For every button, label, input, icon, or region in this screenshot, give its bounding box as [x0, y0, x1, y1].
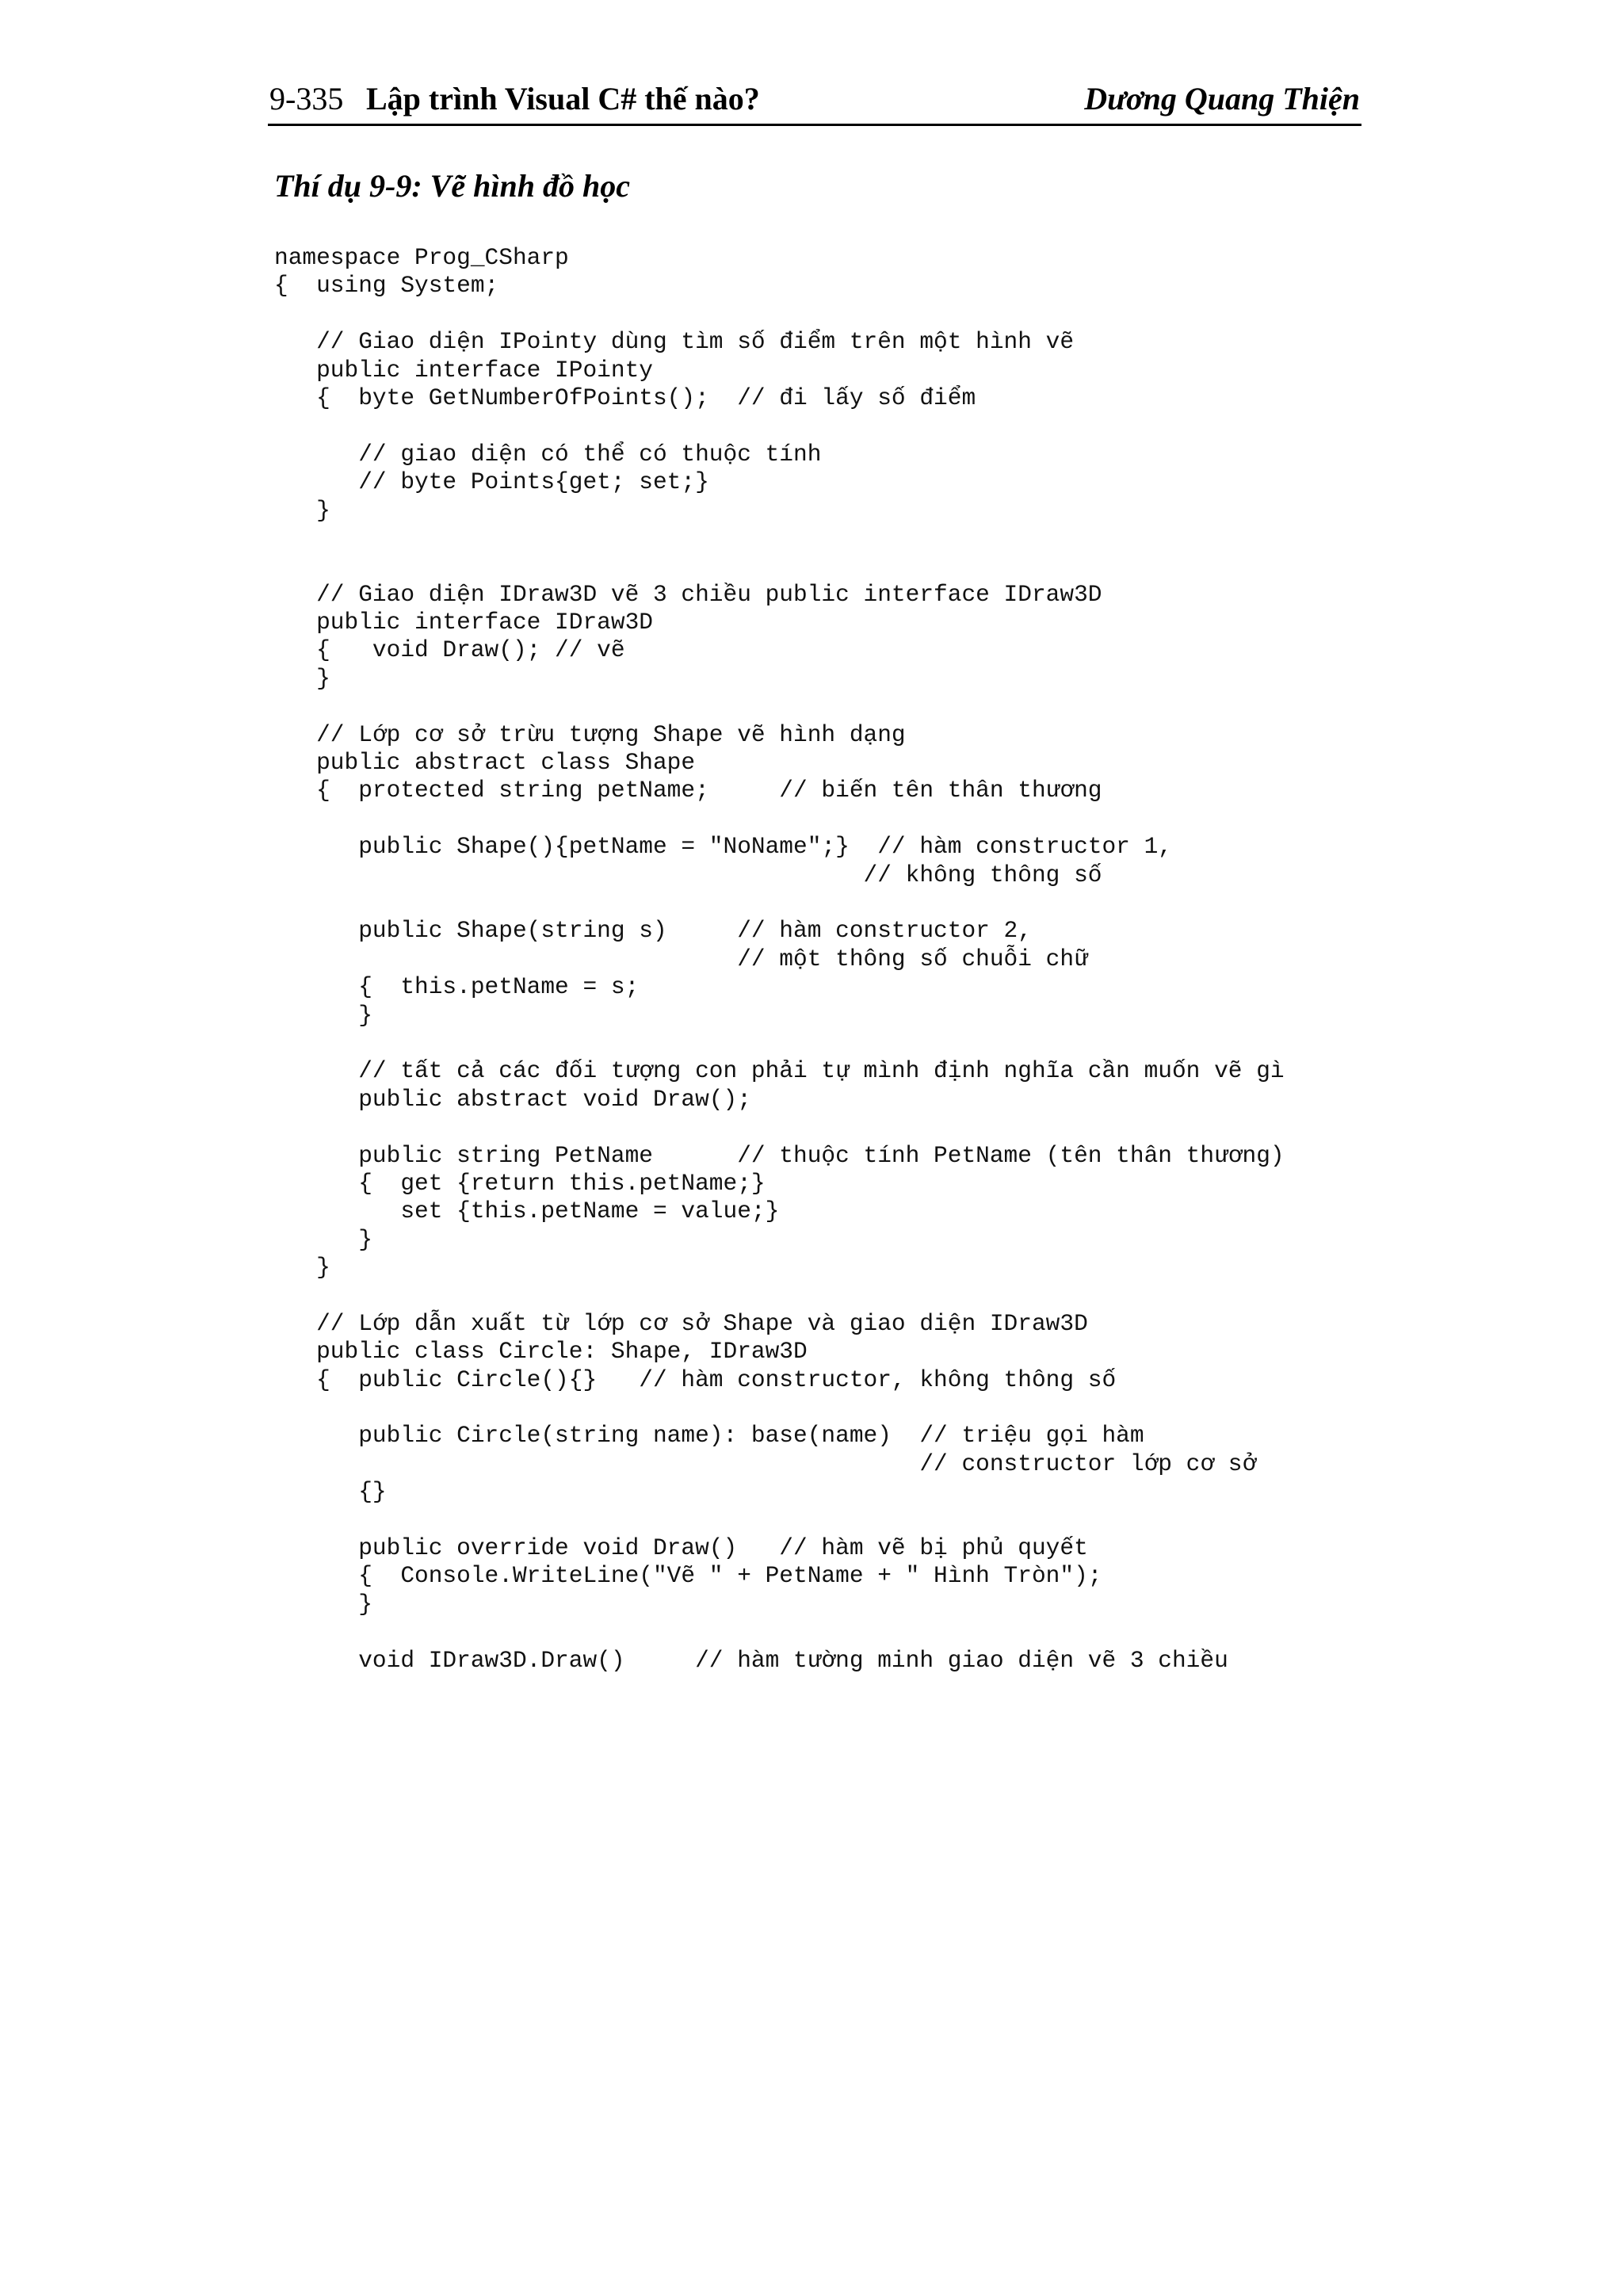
code-line [274, 525, 1368, 552]
code-line: public class Circle: Shape, IDraw3D [274, 1338, 808, 1366]
code-line: public interface IDraw3D [274, 609, 653, 636]
example-title: Thí dụ 9-9: Vẽ hình đồ học [274, 168, 630, 204]
code-line: public override void Draw() // hàm vẽ bị phủ quyết [274, 1534, 1088, 1561]
code-line: public abstract class Shape [274, 749, 696, 777]
code-line: // giao diện có thể có thuộc tính [274, 440, 822, 468]
code-line: set {this.petName = value;} [274, 1198, 780, 1225]
code-line: } [274, 1254, 330, 1282]
code-line: // byte Points{get; set;} [274, 468, 709, 496]
code-line: { this.petName = s; [274, 973, 640, 1001]
code-line: { Console.WriteLine("Vẽ " + PetName + " Hình Tròn"); [274, 1562, 1102, 1590]
code-listing [274, 244, 1368, 1675]
code-line [274, 1282, 1368, 1309]
header-divider [268, 124, 1361, 126]
code-line [274, 1114, 1368, 1141]
code-line: {} [274, 1478, 387, 1506]
code-line [274, 412, 1368, 440]
code-line: public Shape(){petName = "NoName";} // hàm constructor 1, [274, 833, 1172, 861]
code-line [274, 1618, 1368, 1646]
code-line: { void Draw(); // vẽ [274, 636, 625, 664]
code-line [274, 1030, 1368, 1057]
code-line: { public Circle(){} // hàm constructor, không thông số [274, 1366, 1117, 1393]
code-line: public Shape(string s) // hàm constructor 2, [274, 917, 1032, 945]
code-line: namespace Prog_CSharp [274, 244, 569, 271]
code-line [274, 1394, 1368, 1422]
code-line: // Lớp dẫn xuất từ lớp cơ sở Shape và giao diện IDraw3D [274, 1309, 1088, 1337]
code-line [274, 1507, 1368, 1534]
code-line [274, 889, 1368, 917]
code-line: { protected string petName; // biến tên thân thương [274, 777, 1102, 804]
code-line: } [274, 496, 330, 524]
code-line: public Circle(string name): base(name) // triệu gọi hàm [274, 1422, 1144, 1450]
code-line: { using System; [274, 272, 499, 300]
code-line: { get {return this.petName;} [274, 1169, 766, 1197]
code-line: } [274, 664, 330, 692]
code-line [274, 300, 1368, 328]
code-line: public string PetName // thuộc tính PetName (tên thân thương) [274, 1141, 1285, 1169]
code-line: // Giao diện IPointy dùng tìm số điểm trên một hình vẽ [274, 328, 1075, 356]
code-line: // một thông số chuỗi chữ [274, 945, 1088, 972]
code-line: // constructor lớp cơ sở [274, 1450, 1257, 1477]
code-line: { byte GetNumberOfPoints(); // đi lấy số điểm [274, 384, 976, 411]
page-header [269, 76, 1360, 122]
author-name: Dương Quang Thiện [1084, 81, 1360, 117]
code-line: } [274, 1225, 372, 1253]
code-line: // tất cả các đối tượng con phải tự mình định nghĩa cần muốn vẽ gì [274, 1057, 1285, 1085]
code-line: void IDraw3D.Draw() // hàm tường minh giao diện vẽ 3 chiều [274, 1646, 1228, 1674]
code-line: public interface IPointy [274, 356, 653, 384]
page-number: 9-335 [269, 81, 344, 117]
book-title: Lập trình Visual C# thế nào? [366, 81, 760, 117]
code-line: } [274, 1590, 372, 1618]
code-line: // không thông số [274, 861, 1102, 888]
code-line: // Lớp cơ sở trừu tượng Shape vẽ hình dạng [274, 720, 906, 748]
code-line [274, 805, 1368, 833]
code-line: } [274, 1001, 372, 1029]
code-line: public abstract void Draw(); [274, 1085, 751, 1113]
code-line: // Giao diện IDraw3D vẽ 3 chiều public interface IDraw3D [274, 580, 1102, 608]
code-line [274, 552, 1368, 580]
code-line [274, 693, 1368, 720]
